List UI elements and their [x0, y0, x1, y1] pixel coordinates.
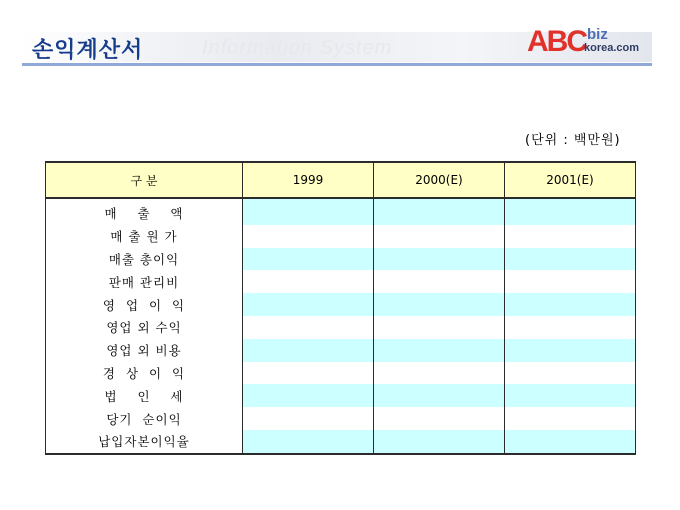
page-title: 손익계산서	[32, 38, 144, 63]
row-label: 매출 총이익	[46, 248, 243, 271]
value-cell-2000e	[374, 198, 505, 225]
row-label: 영업 외 수익	[46, 316, 243, 339]
row-label: 법 인 세	[46, 384, 243, 407]
value-cell-2000e	[374, 270, 505, 293]
value-cell-2000e	[374, 293, 505, 316]
logo-abc: ABC	[527, 25, 586, 58]
table-row	[46, 407, 636, 430]
table-row	[46, 430, 636, 454]
value-cell-2000e	[374, 384, 505, 407]
income-statement-table	[45, 161, 636, 455]
value-cell-2001e	[505, 384, 636, 407]
value-cell-1999	[243, 362, 374, 385]
value-cell-2000e	[374, 316, 505, 339]
row-label: 영업 외 비용	[46, 339, 243, 362]
column-header-2000e: 2000(E)	[374, 162, 505, 198]
table-row	[46, 384, 636, 407]
row-label: 판매 관리비	[46, 270, 243, 293]
value-cell-2001e	[505, 339, 636, 362]
value-cell-1999	[243, 198, 374, 225]
table-row	[46, 225, 636, 248]
value-cell-1999	[243, 248, 374, 271]
value-cell-2001e	[505, 293, 636, 316]
header-subtitle: Information System	[202, 37, 393, 59]
value-cell-2001e	[505, 407, 636, 430]
table-row	[46, 248, 636, 271]
value-cell-2001e	[505, 248, 636, 271]
value-cell-1999	[243, 316, 374, 339]
value-cell-2001e	[505, 225, 636, 248]
row-label: 영 업 이 익	[46, 293, 243, 316]
value-cell-2001e	[505, 270, 636, 293]
row-label: 매 출 액	[46, 198, 243, 225]
unit-note: (단위 : 백만원)	[525, 133, 621, 148]
table-body	[46, 198, 636, 454]
value-cell-2000e	[374, 339, 505, 362]
value-cell-1999	[243, 225, 374, 248]
page-header	[22, 25, 652, 66]
column-header-2001e: 2001(E)	[505, 162, 636, 198]
value-cell-2000e	[374, 407, 505, 430]
table-row	[46, 270, 636, 293]
table-row	[46, 293, 636, 316]
value-cell-1999	[243, 407, 374, 430]
value-cell-2001e	[505, 362, 636, 385]
abcbiz-logo	[527, 25, 647, 61]
table-row	[46, 339, 636, 362]
logo-biz: biz	[587, 26, 608, 43]
value-cell-1999	[243, 430, 374, 454]
value-cell-2000e	[374, 248, 505, 271]
row-label: 경 상 이 익	[46, 362, 243, 385]
column-header-category: 구 분	[46, 162, 243, 198]
value-cell-2001e	[505, 316, 636, 339]
row-label: 매 출 원 가	[46, 225, 243, 248]
table-row	[46, 316, 636, 339]
value-cell-2000e	[374, 362, 505, 385]
row-label: 납입자본이익율	[46, 430, 243, 454]
value-cell-2000e	[374, 430, 505, 454]
value-cell-1999	[243, 270, 374, 293]
logo-domain: korea.com	[584, 42, 640, 54]
row-label: 당기 순이익	[46, 407, 243, 430]
value-cell-2000e	[374, 225, 505, 248]
value-cell-2001e	[505, 198, 636, 225]
value-cell-1999	[243, 339, 374, 362]
value-cell-2001e	[505, 430, 636, 454]
table-row	[46, 362, 636, 385]
table-row	[46, 198, 636, 225]
column-header-1999: 1999	[243, 162, 374, 198]
value-cell-1999	[243, 384, 374, 407]
table-header-row	[46, 162, 636, 198]
header-rule	[22, 63, 652, 66]
value-cell-1999	[243, 293, 374, 316]
